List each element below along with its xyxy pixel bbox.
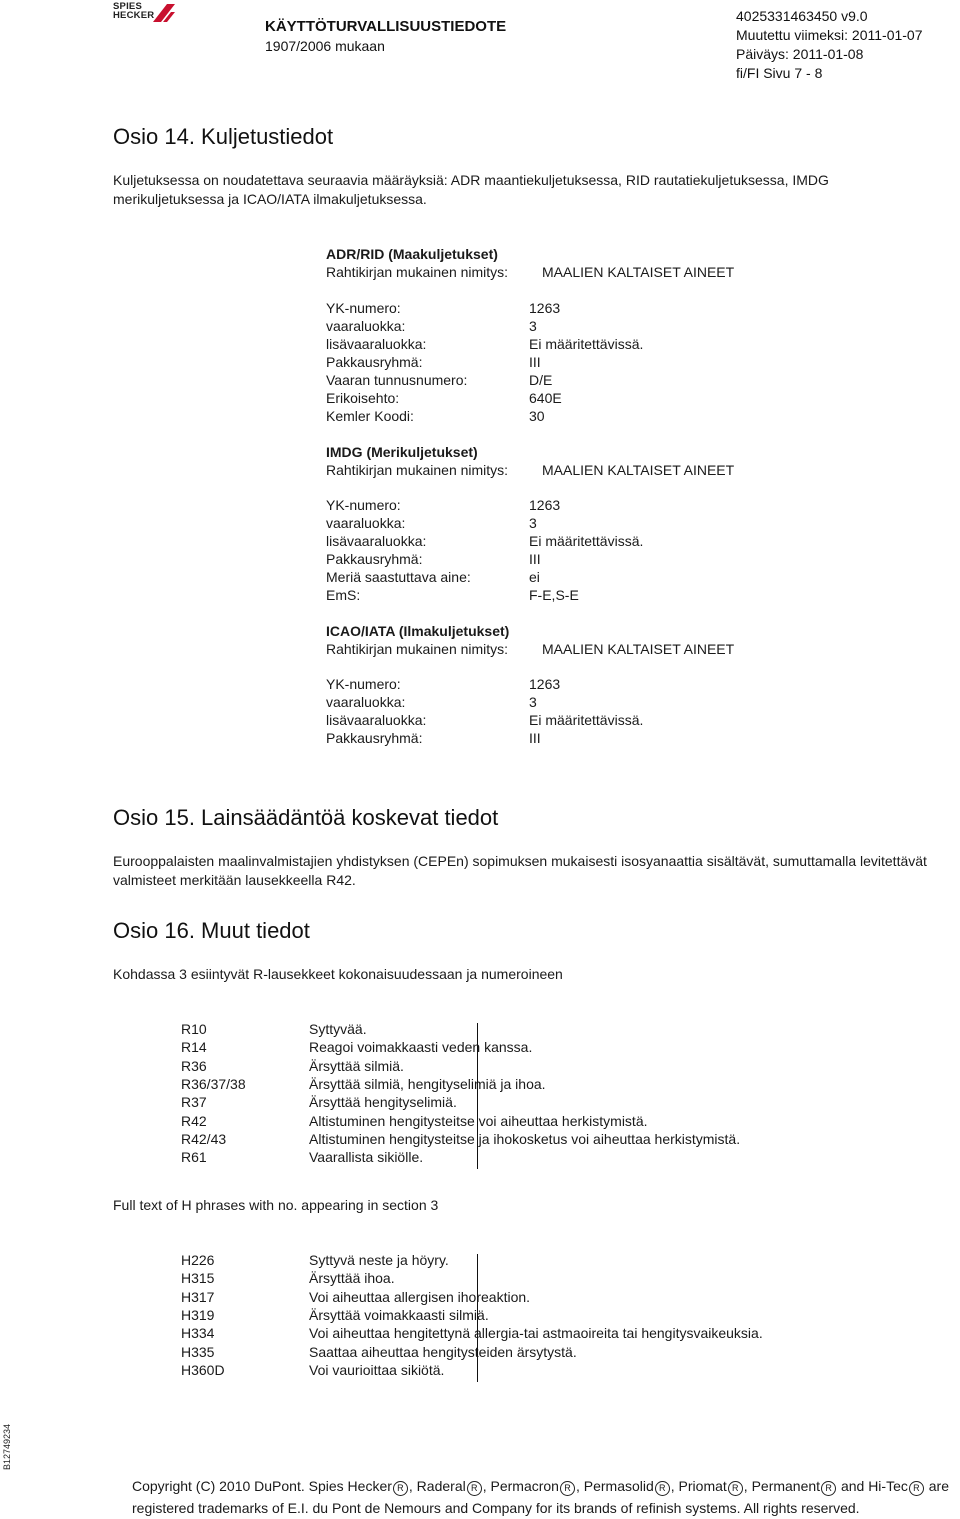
- adr-field-label: Vaaran tunnusnumero:: [326, 372, 468, 388]
- adr-field-value: 1263: [529, 300, 561, 316]
- section-15-title: Osio 15. Lainsäädäntöä koskevat tiedot: [113, 805, 499, 830]
- icao-field-label: Pakkausryhmä:: [326, 730, 423, 746]
- modified-date: Muutettu viimeksi: 2011-01-07: [736, 27, 923, 43]
- r-phrase-text: Vaarallista sikiölle.: [309, 1149, 424, 1166]
- r-phrase-code: R14: [181, 1039, 207, 1056]
- adr-shipping-name: MAALIEN KALTAISET AINEET: [542, 264, 735, 280]
- imdg-field-value: 1263: [529, 497, 561, 513]
- h-phrase-code: H334: [181, 1325, 215, 1342]
- footer-copyright: [132, 1475, 952, 1497]
- adr-field-label: Kemler Koodi:: [326, 408, 414, 424]
- section-14-title: Osio 14. Kuljetustiedot: [113, 124, 334, 149]
- r-phrases-intro: Kohdassa 3 esiintyvät R-lausekkeet kokonaisuudessaan ja numeroineen: [113, 966, 563, 982]
- imdg-shipping-name-label: Rahtikirjan mukainen nimitys:: [326, 462, 509, 478]
- adr-field-label: Pakkausryhmä:: [326, 354, 423, 370]
- r-phrase-code: R37: [181, 1094, 207, 1111]
- r-phrase-code: R36: [181, 1057, 207, 1074]
- imdg-field-value: ei: [529, 569, 540, 585]
- registered-mark-icon: R: [655, 1481, 670, 1496]
- icao-field-label: YK-numero:: [326, 676, 401, 692]
- imdg-field-value: Ei määritettävissä.: [529, 533, 644, 549]
- imdg-field-value: 3: [529, 515, 537, 531]
- issue-date: Päiväys: 2011-01-08: [736, 46, 864, 62]
- imdg-field-label: YK-numero:: [326, 497, 401, 513]
- registered-mark-icon: R: [560, 1481, 575, 1496]
- icao-field-label: vaaraluokka:: [326, 694, 406, 710]
- icao-field-label: lisävaaraluokka:: [326, 712, 427, 728]
- r-phrase-text: Reagoi voimakkaasti veden kanssa.: [309, 1039, 533, 1056]
- h-phrases-table: [181, 1252, 881, 1382]
- page-indicator: fi/FI Sivu 7 - 8: [736, 65, 823, 81]
- adr-field-label: YK-numero:: [326, 300, 401, 316]
- adr-field-value: III: [529, 354, 541, 370]
- icao-field-value: 1263: [529, 676, 561, 692]
- logo-mark-icon: [153, 4, 175, 22]
- footer-text-part: , Priomat: [670, 1478, 727, 1494]
- icao-field-value: Ei määritettävissä.: [529, 712, 644, 728]
- h-phrase-code: H315: [181, 1270, 215, 1287]
- document-subtitle: 1907/2006 mukaan: [265, 38, 385, 54]
- section-16-title: Osio 16. Muut tiedot: [113, 918, 310, 943]
- registered-mark-icon: R: [467, 1481, 482, 1496]
- h-phrase-text: Voi aiheuttaa hengitettynä allergia-tai astmaoireita tai hengitysvaikeuksia.: [309, 1325, 763, 1342]
- r-phrase-code: R42: [181, 1112, 207, 1129]
- adr-field-label: lisävaaraluokka:: [326, 336, 427, 352]
- adr-field-label: vaaraluokka:: [326, 318, 406, 334]
- footer-text-part: are: [924, 1478, 949, 1494]
- r-phrase-text: Altistuminen hengitysteitse voi aiheuttaa herkistymistä.: [309, 1112, 648, 1129]
- footer-text-part: , Permasolid: [575, 1478, 654, 1494]
- h-phrase-code: H319: [181, 1306, 215, 1323]
- registered-mark-icon: R: [909, 1481, 924, 1496]
- registered-mark-icon: R: [728, 1481, 743, 1496]
- r-phrase-code: R42/43: [181, 1130, 227, 1147]
- adr-title: ADR/RID (Maakuljetukset): [326, 246, 498, 262]
- adr-field-label: Erikoisehto:: [326, 390, 400, 406]
- footer-text-part: Copyright (C) 2010 DuPont. Spies Hecker: [132, 1478, 392, 1494]
- imdg-title: IMDG (Merikuljetukset): [326, 444, 478, 460]
- footer-text-part: , Permacron: [482, 1478, 559, 1494]
- adr-shipping-name-label: Rahtikirjan mukainen nimitys:: [326, 264, 509, 280]
- registered-mark-icon: R: [393, 1481, 408, 1496]
- h-phrase-text: Saattaa aiheuttaa hengitysteiden ärsytystä.: [309, 1343, 577, 1360]
- imdg-field-label: EmS:: [326, 587, 361, 603]
- h-phrase-code: H360D: [181, 1361, 225, 1378]
- footer: [132, 1475, 952, 1519]
- footer-text-part: , Permanent: [743, 1478, 821, 1494]
- imdg-field-label: lisävaaraluokka:: [326, 533, 427, 549]
- imdg-shipping-name: MAALIEN KALTAISET AINEET: [542, 462, 735, 478]
- h-phrase-code: H226: [181, 1252, 215, 1268]
- section-15-text: Eurooppalaisten maalinvalmistajien yhdistyksen (CEPEn) sopimuksen mukaisesti isosyanaattia sisältävät, sumuttamalla levitettävät valmisteet merkitään lausekkeella R42.: [113, 853, 927, 888]
- icao-shipping-name-label: Rahtikirjan mukainen nimitys:: [326, 641, 509, 657]
- h-phrase-code: H335: [181, 1343, 215, 1360]
- h-phrases-intro: Full text of H phrases with no. appearing in section 3: [113, 1197, 439, 1213]
- h-phrase-text: Ärsyttää ihoa.: [309, 1270, 395, 1287]
- imdg-field-label: vaaraluokka:: [326, 515, 406, 531]
- adr-field-value: Ei määritettävissä.: [529, 336, 644, 352]
- r-phrases-table: [181, 1021, 881, 1171]
- imdg-field-value: F-E,S-E: [529, 587, 579, 603]
- footer-text-part: , Raderal: [408, 1478, 466, 1494]
- h-phrase-text: Voi vaurioittaa sikiötä.: [309, 1361, 445, 1378]
- registered-mark-icon: R: [821, 1481, 836, 1496]
- side-code: B12749234: [2, 1423, 12, 1470]
- r-phrase-text: Ärsyttää silmiä, hengityselimiä ja ihoa.: [309, 1075, 546, 1092]
- h-phrase-text: Syttyvä neste ja höyry.: [309, 1252, 449, 1268]
- r-phrase-code: R61: [181, 1149, 207, 1166]
- icao-field-value: III: [529, 730, 541, 746]
- adr-field-value: 640E: [529, 390, 562, 406]
- imdg-field-value: III: [529, 551, 541, 567]
- icao-field-value: 3: [529, 694, 537, 710]
- icao-title: ICAO/IATA (Ilmakuljetukset): [326, 623, 510, 639]
- r-phrase-code: R36/37/38: [181, 1075, 246, 1092]
- r-phrase-text: Ärsyttää hengityselimiä.: [309, 1094, 457, 1111]
- r-phrase-text: Syttyvää.: [309, 1021, 367, 1037]
- imdg-field-label: Meriä saastuttava aine:: [326, 569, 471, 585]
- footer-trademarks: registered trademarks of E.I. du Pont de Nemours and Company for its brands of refinish systems. All rights reserved.: [132, 1500, 860, 1516]
- adr-field-value: D/E: [529, 372, 553, 388]
- r-phrase-text: Altistuminen hengitysteitse ja ihokosketus voi aiheuttaa herkistymistä.: [309, 1130, 741, 1147]
- document-title: KÄYTTÖTURVALLISUUSTIEDOTE: [265, 18, 507, 35]
- logo-text: SPIES HECKER: [113, 1, 155, 21]
- adr-field-value: 30: [529, 408, 545, 424]
- h-phrase-text: Ärsyttää voimakkaasti silmiä.: [309, 1306, 489, 1323]
- doc-number: 4025331463450 v9.0: [736, 8, 868, 24]
- footer-text-part: and Hi-Tec: [837, 1478, 908, 1494]
- spies-hecker-logo: [113, 2, 173, 32]
- r-phrase-code: R10: [181, 1021, 207, 1037]
- h-phrase-text: Voi aiheuttaa allergisen ihoreaktion.: [309, 1288, 531, 1305]
- h-phrase-code: H317: [181, 1288, 215, 1305]
- icao-shipping-name: MAALIEN KALTAISET AINEET: [542, 641, 735, 657]
- header-meta: [736, 7, 923, 83]
- r-phrase-text: Ärsyttää silmiä.: [309, 1057, 404, 1074]
- imdg-field-label: Pakkausryhmä:: [326, 551, 423, 567]
- section-14-intro: Kuljetuksessa on noudatettava seuraavia määräyksiä: ADR maantiekuljetuksessa, RID rautatiekuljetuksessa, IMDG merikuljetuksessa ja ICAO/IATA ilmakuljetuksessa.: [113, 172, 829, 207]
- adr-field-value: 3: [529, 318, 537, 334]
